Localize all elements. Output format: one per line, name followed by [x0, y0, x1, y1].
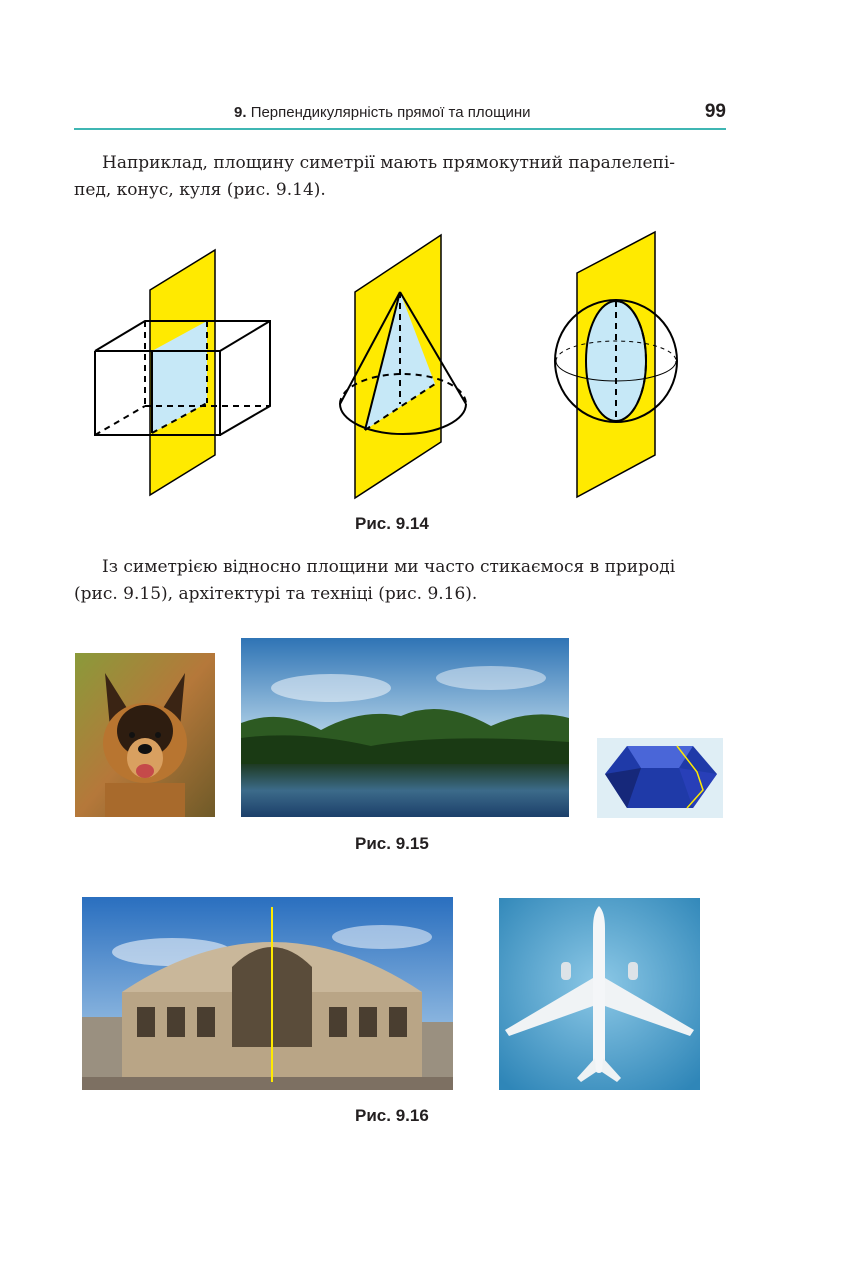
airplane-photo — [499, 898, 700, 1090]
chapter-title — [234, 104, 531, 121]
figure-cone — [335, 232, 470, 502]
paragraph-1-line-2: пед, конус, куля (рис. 9.14). — [74, 180, 326, 200]
paragraph-2 — [74, 554, 726, 608]
caption-fig-9-15: Рис. 9.15 — [355, 834, 429, 853]
lake-reflection-photo — [241, 638, 569, 817]
paragraph-1-line-1: Наприклад, площину симетрії мають прямокутний паралелепі- — [102, 153, 676, 173]
running-header — [74, 100, 726, 130]
paragraph-2-line-1: Із симетрією відносно площини ми часто стикаємося в природі — [102, 557, 676, 577]
figure-sphere — [550, 230, 685, 500]
paragraph-1 — [74, 150, 726, 204]
chapter-title-text: Перпендикулярність прямої та площини — [250, 104, 531, 121]
gemstone-photo — [597, 738, 723, 818]
figure-cuboid — [90, 245, 280, 500]
page-number: 99 — [704, 101, 726, 122]
caption-fig-9-14: Рис. 9.14 — [355, 514, 429, 533]
dog-photo — [75, 653, 215, 817]
caption-fig-9-16: Рис. 9.16 — [355, 1106, 429, 1125]
chapter-number: 9. — [234, 104, 247, 121]
opera-house-photo — [82, 897, 453, 1090]
paragraph-2-line-2: (рис. 9.15), архітектурі та техніці (рис. 9.16). — [74, 584, 478, 604]
